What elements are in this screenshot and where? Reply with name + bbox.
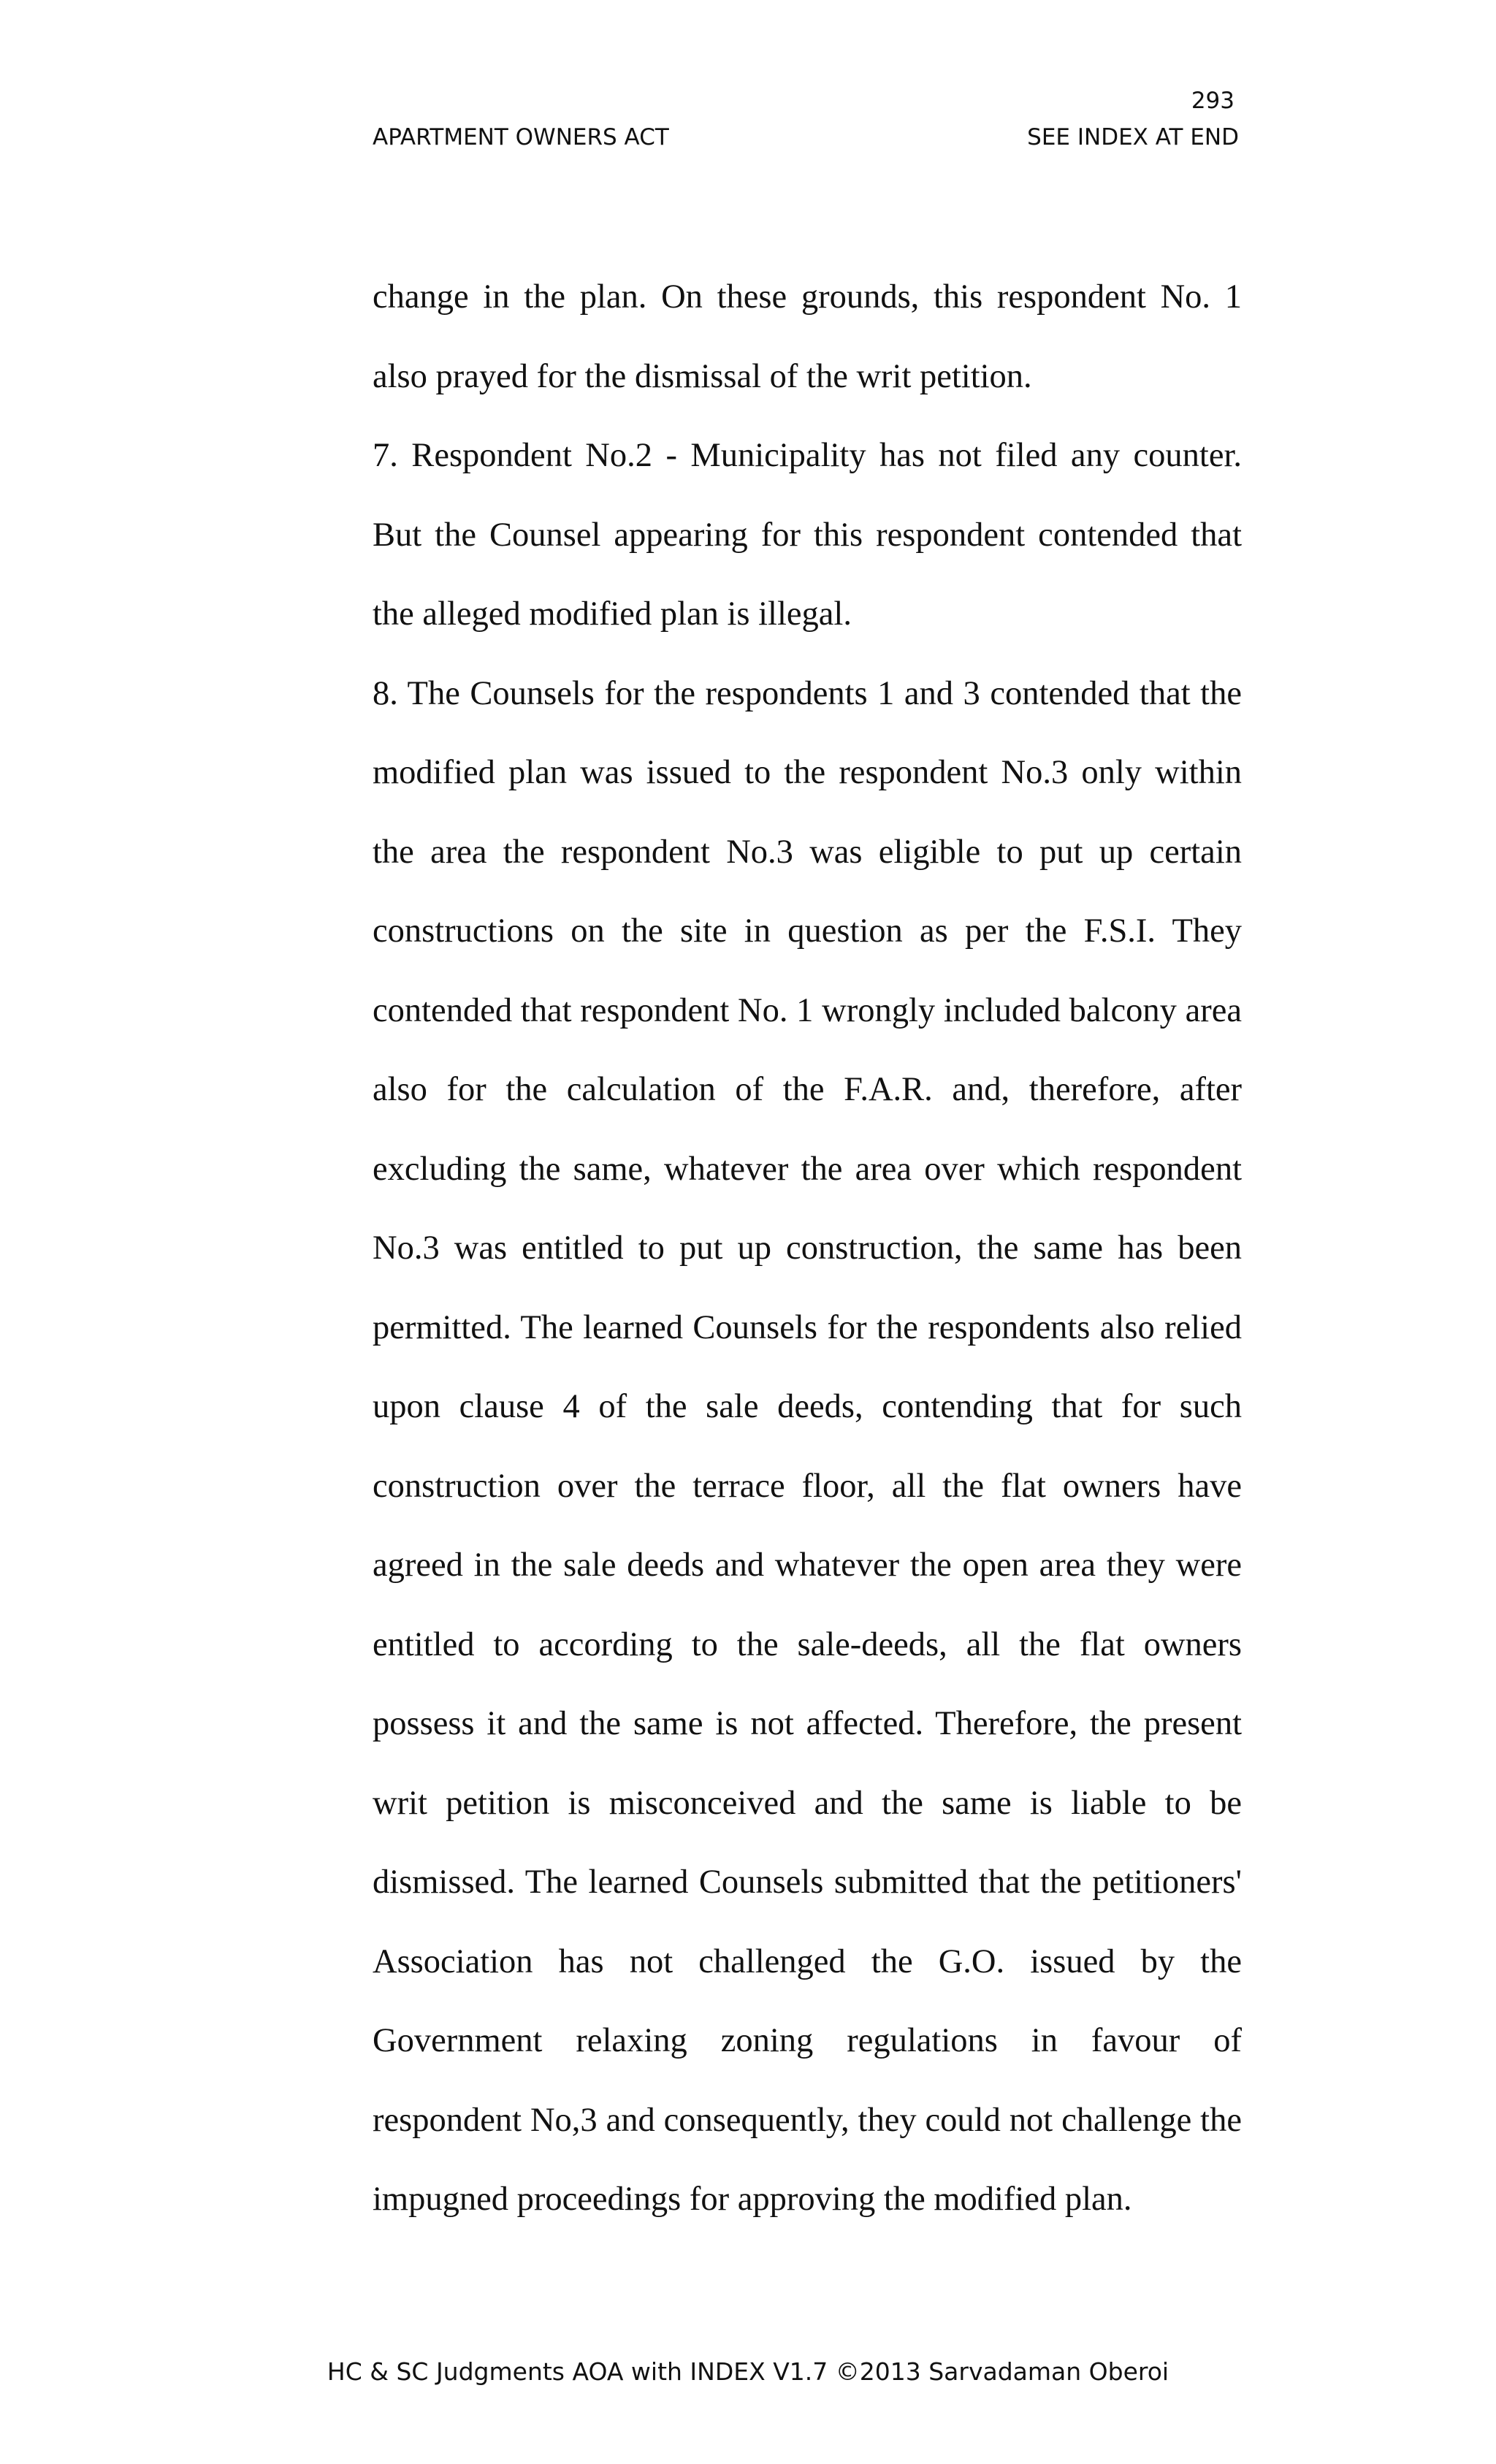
paragraph-7: 7. Respondent No.2 - Municipality has not filed any counter. But the Counsel appearing for this respondent contended that the alleged modified plan is illegal. <box>373 437 1242 633</box>
paragraph-8: 8. The Counsels for the respondents 1 and 3 contended that the modified plan was issued to the respondent No.3 only within the area the respondent No.3 was eligible to put up certain constructions on the site in question as per the F.S.I. They contended that respondent No. 1 wrongly included balcony area also for the calculation of the F.A.R. and, therefore, after excluding the same, whatever the area over which respondent No.3 was entitled to put up construction, the same has been permitted. The learned Counsels for the respondents also relied upon clause 4 of the sale deeds, contending that for such construction over the terrace floor, all the flat owners have agreed in the sale deeds and whatever the open area they were entitled to according to the sale-deeds, all the flat owners possess it and the same is not affected. Therefore, the present writ petition is misconceived and the same is liable to be dismissed. The learned Counsels submitted that the petitioners' Association has not challenged the G.O. issued by the Government relaxing zoning regulations in favour of respondent No,3 and consequently, they could not challenge the impugned proceedings for approving the modified plan. <box>373 674 1242 2218</box>
running-header <box>373 123 1239 152</box>
header-index-note: SEE INDEX AT END <box>1027 124 1239 150</box>
paragraph-continuation: change in the plan. On these grounds, this respondent No. 1 also prayed for the dismissal of the writ petition. <box>373 278 1242 395</box>
document-body <box>373 258 1242 2240</box>
page-footer: HC & SC Judgments AOA with INDEX V1.7 ©2013 Sarvadaman Oberoi <box>327 2357 1169 2386</box>
header-title: APARTMENT OWNERS ACT <box>373 124 669 150</box>
page-number: 293 <box>1191 88 1234 114</box>
